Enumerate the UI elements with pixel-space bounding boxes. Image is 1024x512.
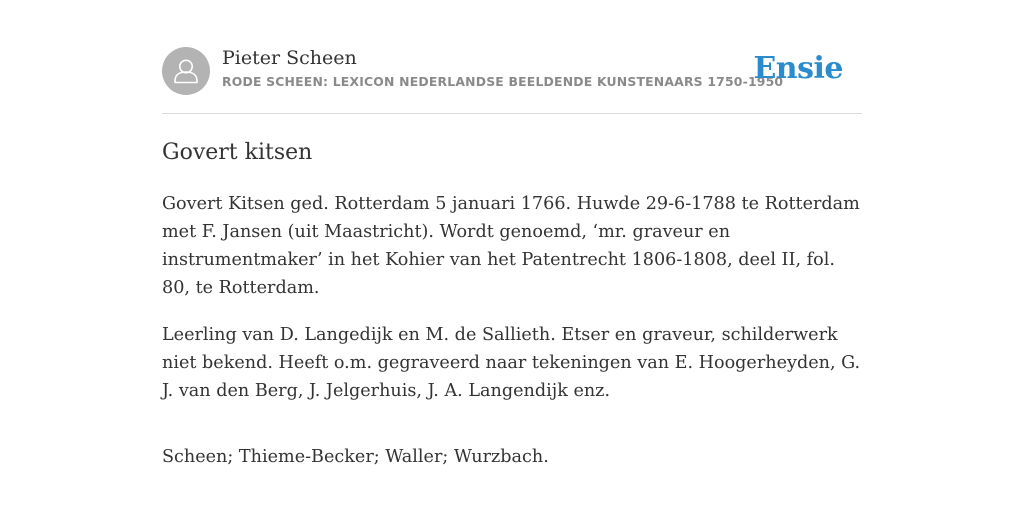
references: Scheen; Thieme-Becker; Waller; Wurzbach. [162,447,549,467]
article-body [162,190,864,490]
source-title[interactable]: RODE SCHEEN: LEXICON NEDERLANDSE BEELDENDE KUNSTENAARS 1750-1950 [222,74,784,89]
avatar[interactable] [162,47,210,95]
paragraph: Leerling van D. Langedijk en M. de Sallieth. Etser en graveur, schilderwerk niet bekend. Heeft o.m. gegraveerd naar tekeningen van E. Hoogerheyden, G. J. van den Berg, J. Jelgerhuis, J. A. Langendijk enz. [162,325,861,401]
author-name[interactable]: Pieter Scheen [222,47,357,69]
user-silhouette-icon [162,47,210,95]
article-header [162,46,862,114]
ensie-logo[interactable]: Ensie [753,51,843,86]
page-title: Govert kitsen [162,140,313,165]
paragraph: Govert Kitsen ged. Rotterdam 5 januari 1766. Huwde 29-6-1788 te Rotterdam met F. Jansen (uit Maastricht). Wordt genoemd, ‘mr. graveur en instrumentmaker’ in het Kohier van het Patentrecht 1806-1808, deel II, fol. 80, te Rotterdam. [162,194,860,298]
